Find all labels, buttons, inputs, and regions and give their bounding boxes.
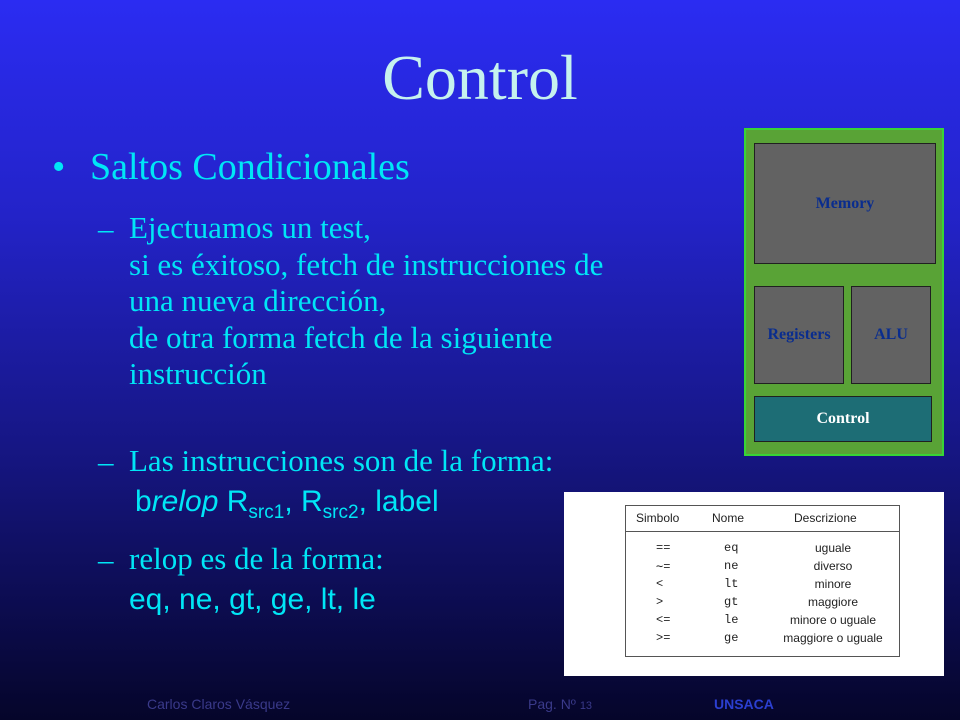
- branch-formula: [135, 484, 553, 532]
- sub-item-1-line-1: Ejectuamos un test,: [129, 210, 371, 245]
- dash-3: –: [98, 542, 114, 577]
- cell-description: diverso: [813, 559, 853, 573]
- control-box: Control: [754, 396, 932, 442]
- relop-table-frame: [625, 505, 900, 657]
- alu-box: ALU: [851, 286, 931, 384]
- footer-page-number: 13: [579, 700, 593, 712]
- table-row: [626, 594, 899, 612]
- formula-r1: R: [226, 484, 249, 518]
- formula-r2: R: [301, 484, 323, 518]
- footer-page: [528, 696, 592, 712]
- formula-prefix: b: [135, 484, 152, 518]
- cell-symbol: >: [656, 595, 664, 609]
- footer-page-label: Pag. Nº: [528, 696, 576, 712]
- dash-1: –: [98, 211, 114, 246]
- slide-title: Control: [382, 42, 578, 113]
- cell-symbol: ==: [656, 541, 671, 555]
- sub-item-2-line-1: Las instrucciones son de la forma:: [129, 443, 554, 478]
- cpu-diagram: [744, 128, 944, 456]
- header-nome: Nome: [712, 511, 745, 525]
- header-descrizione: Descrizione: [794, 511, 857, 525]
- table-row: [626, 576, 899, 594]
- relop-list: eq, ne, gt, ge, lt, le: [129, 582, 376, 616]
- cell-name: eq: [724, 541, 739, 555]
- sub-item-3: [129, 541, 384, 618]
- header-simbolo: Simbolo: [636, 511, 680, 525]
- memory-box: Memory: [754, 143, 936, 264]
- footer-institution: UNSACA: [714, 696, 774, 712]
- table-row: [626, 558, 899, 576]
- sub-item-1-line-3: una nueva dirección,: [129, 283, 387, 318]
- cell-description: minore o uguale: [789, 613, 877, 627]
- formula-r2-sub: src2: [322, 501, 359, 523]
- formula-comma: ,: [284, 484, 301, 518]
- footer-author: Carlos Claros Vásquez: [147, 696, 291, 712]
- cell-name: ne: [724, 559, 739, 573]
- sub-item-1-line-4: de otra forma fetch de la siguiente: [129, 319, 553, 355]
- cell-name: lt: [724, 577, 739, 591]
- registers-box: Registers: [754, 286, 844, 384]
- relop-table-header: [626, 506, 899, 532]
- formula-relop: relop: [151, 484, 219, 518]
- relop-table: [564, 492, 944, 676]
- formula-r1-sub: src1: [248, 501, 285, 523]
- table-row: [626, 612, 899, 630]
- sub-item-3-line-1: relop es de la forma:: [129, 541, 384, 576]
- bullet-text: Saltos Condicionales: [90, 146, 410, 188]
- cell-symbol: <=: [656, 613, 671, 627]
- cell-symbol: >=: [656, 631, 671, 645]
- cell-description: uguale: [814, 541, 852, 555]
- cell-description: maggiore o uguale: [783, 631, 883, 645]
- sub-item-2: [129, 443, 553, 531]
- cell-description: minore: [814, 577, 852, 591]
- table-row: [626, 630, 899, 648]
- table-row: [626, 540, 899, 558]
- cell-description: maggiore: [807, 595, 859, 609]
- cell-name: ge: [724, 631, 739, 645]
- sub-item-1-line-5: instrucción: [129, 356, 267, 391]
- bullet-symbol: •: [52, 146, 66, 188]
- cell-name: gt: [724, 595, 739, 609]
- sub-item-1: [129, 210, 603, 393]
- cell-name: le: [724, 613, 739, 627]
- dash-2: –: [98, 444, 114, 479]
- sub-item-1-line-2: si es éxitoso, fetch de instrucciones de: [129, 246, 604, 282]
- cell-symbol: <: [656, 577, 664, 591]
- formula-tail: , label: [358, 484, 439, 518]
- bullet-item: [52, 145, 410, 189]
- cell-symbol: ∼=: [656, 560, 671, 574]
